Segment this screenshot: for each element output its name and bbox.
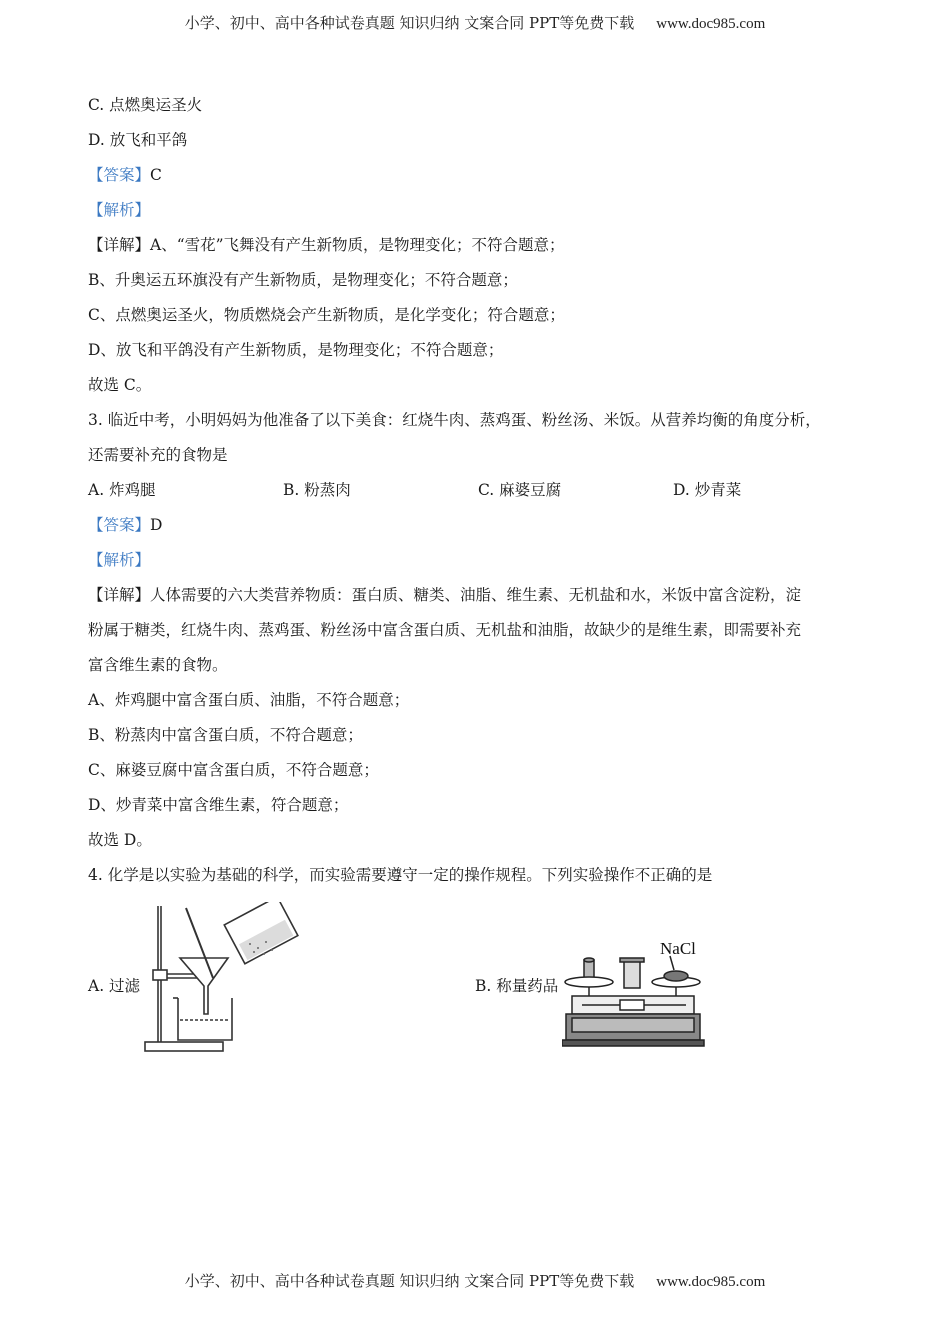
nacl-label: NaCl (660, 939, 696, 958)
q3-detail-1-line (88, 578, 878, 613)
q3-stem-1: 3. 临近中考，小明妈妈为他准备了以下美食：红烧牛肉、蒸鸡蛋、粉丝汤、米饭。从营养均衡的角度分析， (88, 411, 821, 429)
q3-option-b: B. 粉蒸肉 (283, 481, 351, 499)
q2-detail-a: A、“雪花”飞舞没有产生新物质，是物理变化；不符合题意； (150, 236, 565, 254)
balance-scale-figure (562, 934, 722, 1054)
q2-detail-b: B、升奥运五环旗没有产生新物质，是物理变化；不符合题意； (88, 271, 518, 289)
q2-detail-a-line (88, 228, 878, 263)
q2-option-d: D. 放飞和平鸽 (88, 131, 188, 149)
detail-tag: 【详解】 (88, 236, 151, 254)
q3-conclusion: 故选 D。 (88, 831, 152, 849)
footer-site-link[interactable]: www.doc985.com (656, 1274, 766, 1290)
q3-detail-1: 人体需要的六大类营养物质：蛋白质、糖类、油脂、维生素、无机盐和水，米饭中富含淀粉，淀 (150, 586, 802, 604)
q2-detail-c: C、点燃奥运圣火，物质燃烧会产生新物质，是化学变化；符合题意； (88, 306, 565, 324)
q3-option-c: C. 麻婆豆腐 (478, 481, 562, 499)
q3-detail-a: A、炸鸡腿中富含蛋白质、油脂，不符合题意； (88, 691, 410, 709)
q3-option-d: D. 炒青菜 (673, 481, 742, 499)
q3-answer-line (88, 508, 878, 543)
q3-option-a: A. 炸鸡腿 (88, 481, 156, 499)
q4-option-a: A. 过滤 (88, 977, 141, 995)
answer-value: D (150, 516, 163, 534)
q2-analysis-tag: 【解析】 (88, 201, 151, 219)
q3-analysis-tag: 【解析】 (88, 551, 151, 569)
q3-detail-b: B、粉蒸肉中富含蛋白质，不符合题意； (88, 726, 363, 744)
header-text: 小学、初中、高中各种试卷真题 知识归纳 文案合同 PPT等免费下载 (184, 14, 635, 32)
q2-option-c: C. 点燃奥运圣火 (88, 96, 203, 114)
answer-tag: 【答案】 (88, 166, 151, 184)
page-header (0, 12, 950, 33)
q3-options (88, 473, 878, 508)
q3-detail-3: 富含维生素的食物。 (88, 656, 228, 674)
footer-text: 小学、初中、高中各种试卷真题 知识归纳 文案合同 PPT等免费下载 (184, 1272, 635, 1290)
answer-value: C (150, 166, 162, 184)
q4-option-b: B. 称量药品 (475, 977, 559, 995)
q3-stem-2: 还需要补充的食物是 (88, 446, 228, 464)
filtration-apparatus-figure (140, 902, 340, 1054)
answer-tag: 【答案】 (88, 516, 151, 534)
q2-conclusion: 故选 C。 (88, 376, 152, 394)
q2-answer-line (88, 158, 878, 193)
document-body (88, 88, 878, 893)
q2-detail-d: D、放飞和平鸽没有产生新物质，是物理变化；不符合题意； (88, 341, 504, 359)
q3-detail-2: 粉属于糖类，红烧牛肉、蒸鸡蛋、粉丝汤中富含蛋白质、无机盐和油脂，故缺少的是维生素，即需要补充 (88, 621, 802, 639)
q4-figures (88, 898, 878, 1058)
header-site-link[interactable]: www.doc985.com (656, 16, 766, 32)
q3-detail-d: D、炒青菜中富含维生素，符合题意； (88, 796, 349, 814)
q3-detail-c: C、麻婆豆腐中富含蛋白质，不符合题意； (88, 761, 379, 779)
q4-stem: 4. 化学是以实验为基础的科学，而实验需要遵守一定的操作规程。下列实验操作不正确的是 (88, 866, 713, 884)
page-footer (0, 1270, 950, 1291)
detail-tag: 【详解】 (88, 586, 151, 604)
